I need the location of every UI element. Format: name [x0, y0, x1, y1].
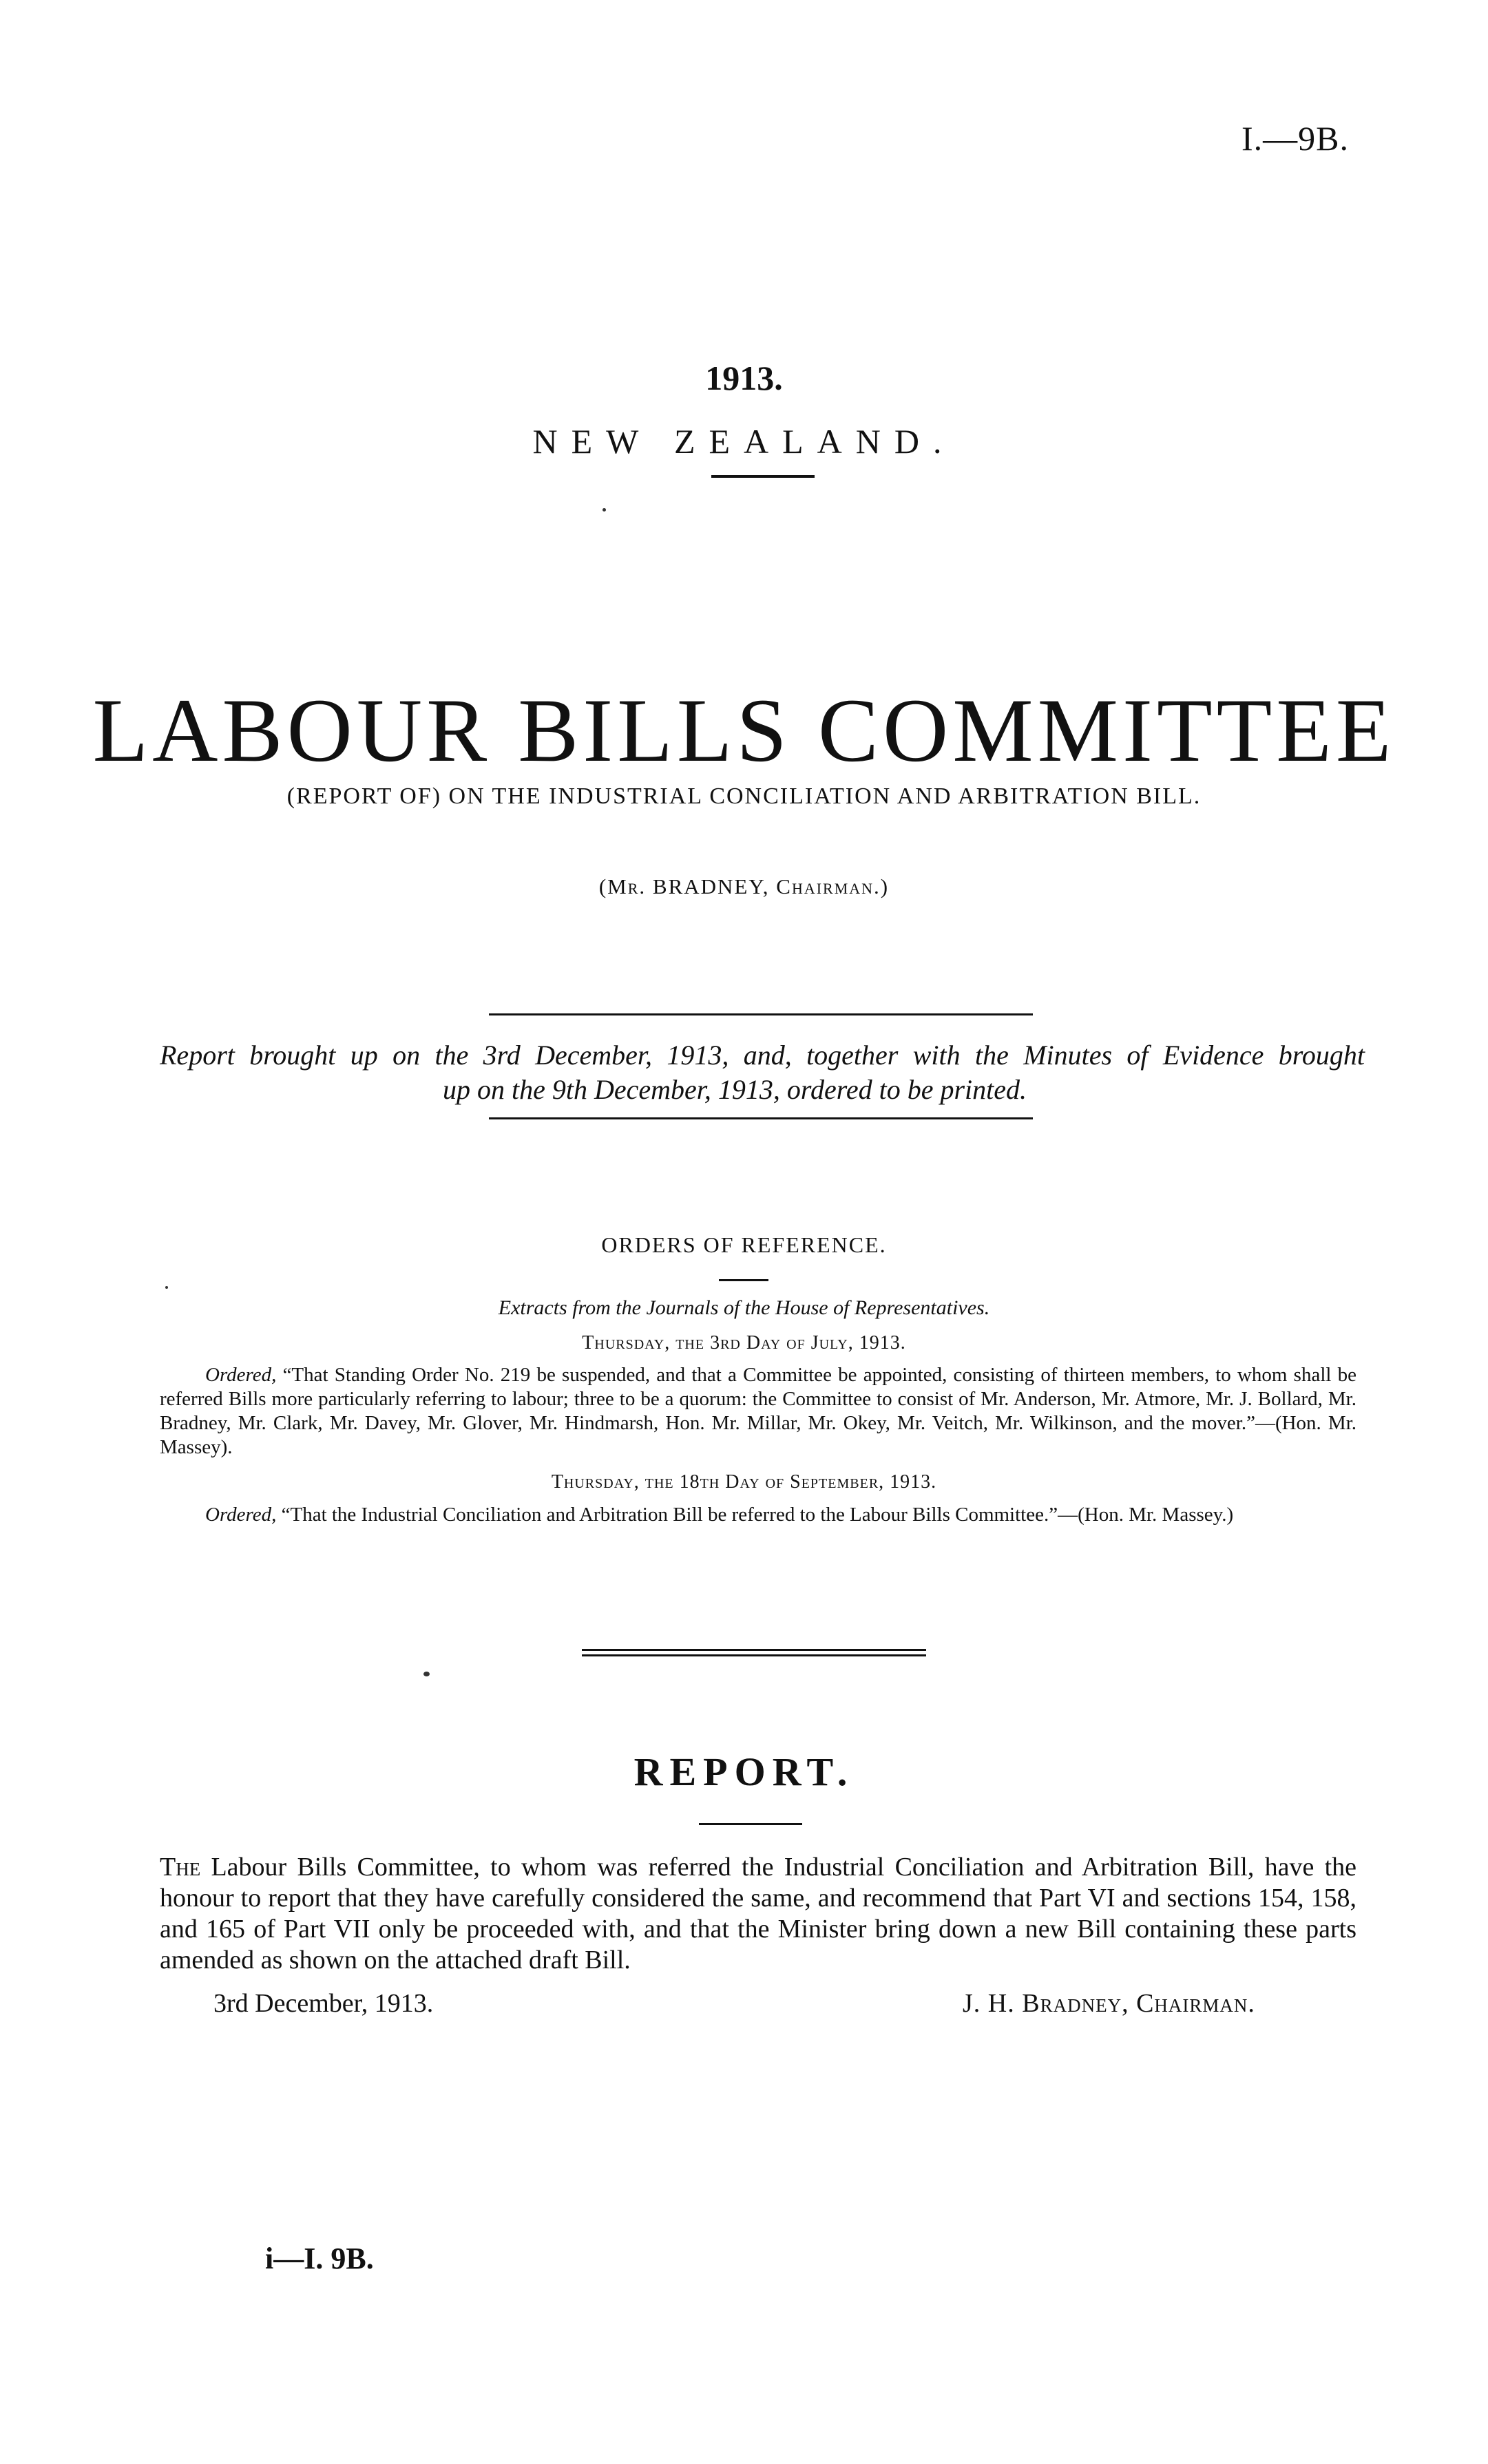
divider — [489, 1013, 1033, 1015]
report-brought-word: together — [806, 1040, 899, 1071]
report-brought-word: 3rd — [483, 1040, 521, 1071]
document-title: LABOUR BILLS COMMITTEE — [92, 680, 1396, 781]
order-date-2: Thursday, the 18th Day of September, 1913. — [551, 1471, 937, 1493]
year-heading: 1913. — [705, 359, 783, 397]
order-body-1: “That Standing Order No. 219 be suspended, and that a Committee be appointed, consisting of thirteen members, to whom shall be referred Bills more particularly referring to labour; three to be a quorum: the Committee to consist of Mr. Anderson, Mr. Atmore, Mr. J. Bollard, Mr. Bradney, Mr. Clark, Mr. Davey, Mr. Glover, Mr. Hindmarsh, Hon. Mr. Millar, Mr. Okey, Mr. Veitch, Mr. Wilkinson, and the mover.”—(Hon. Mr. Massey). — [160, 1364, 1357, 1458]
document-subtitle: (REPORT OF) ON THE INDUSTRIAL CONCILIATION AND ARBITRATION BILL. — [286, 783, 1202, 809]
report-brought-line1 — [160, 1038, 1365, 1073]
report-brought-word: brought — [1278, 1040, 1365, 1071]
report-brought-word: of — [1127, 1040, 1149, 1071]
report-brought-word: Evidence — [1162, 1040, 1264, 1071]
report-body — [160, 1852, 1356, 1976]
orders-of-reference-heading: ORDERS OF REFERENCE. — [601, 1232, 887, 1257]
chairman-note: (Mr. BRADNEY, Chairman.) — [598, 874, 890, 898]
report-lead-word: The — [160, 1853, 201, 1882]
report-brought-word: brought — [249, 1040, 336, 1071]
order-text-1 — [160, 1363, 1356, 1460]
report-brought-word: the — [434, 1040, 469, 1071]
divider — [711, 475, 815, 478]
report-brought-word: Minutes — [1023, 1040, 1113, 1071]
report-text: Labour Bills Committee, to whom was referred the Industrial Conciliation and Arbitration Bill, have the honour to report that they have carefully considered the same, and recommend that Part VI and sections 154, 158, and 165 of Part VII only be proceeded with, and that the Minister bring down a new Bill containing these parts amended as shown on the attached draft Bill. — [160, 1853, 1357, 1975]
report-brought-word: with — [912, 1040, 961, 1071]
report-date: 3rd December, 1913. — [213, 1989, 434, 2018]
country-heading: NEW ZEALAND. — [532, 422, 956, 461]
divider — [489, 1117, 1033, 1119]
report-brought-word: December, — [535, 1040, 653, 1071]
order-lead-2: Ordered, — [205, 1504, 277, 1526]
report-brought-word: and, — [743, 1040, 792, 1071]
report-brought-word: the — [974, 1040, 1009, 1071]
divider — [719, 1279, 768, 1281]
double-divider-top — [582, 1649, 926, 1651]
divider — [699, 1823, 802, 1825]
report-heading: REPORT. — [633, 1749, 855, 1794]
report-brought-word: Report — [160, 1040, 235, 1071]
report-brought-line2: up on the 9th December, 1913, ordered to be printed. — [443, 1074, 1027, 1105]
report-brought-statement — [160, 1038, 1365, 1107]
report-brought-word: 1913, — [667, 1040, 729, 1071]
report-brought-word: on — [392, 1040, 421, 1071]
order-date-1: Thursday, the 3rd Day of July, 1913. — [582, 1332, 906, 1354]
journal-extracts-heading: Extracts from the Journals of the House of Representatives. — [498, 1296, 990, 1319]
print-speck — [165, 1286, 168, 1289]
print-speck — [602, 508, 606, 512]
report-brought-word: up — [350, 1040, 378, 1071]
double-divider-bottom — [582, 1654, 926, 1656]
report-signature: J. H. Bradney, Chairman. — [963, 1989, 1255, 2018]
order-body-2: “That the Industrial Conciliation and Arbitration Bill be referred to the Labour Bills Committee.”—(Hon. Mr. Massey.) — [281, 1504, 1234, 1526]
document-reference-code: I.—9B. — [1241, 119, 1349, 158]
print-speck — [423, 1672, 430, 1676]
order-text-2 — [160, 1503, 1356, 1527]
footer-page-code: i—I. 9B. — [265, 2242, 374, 2275]
order-lead-1: Ordered, — [205, 1364, 277, 1386]
